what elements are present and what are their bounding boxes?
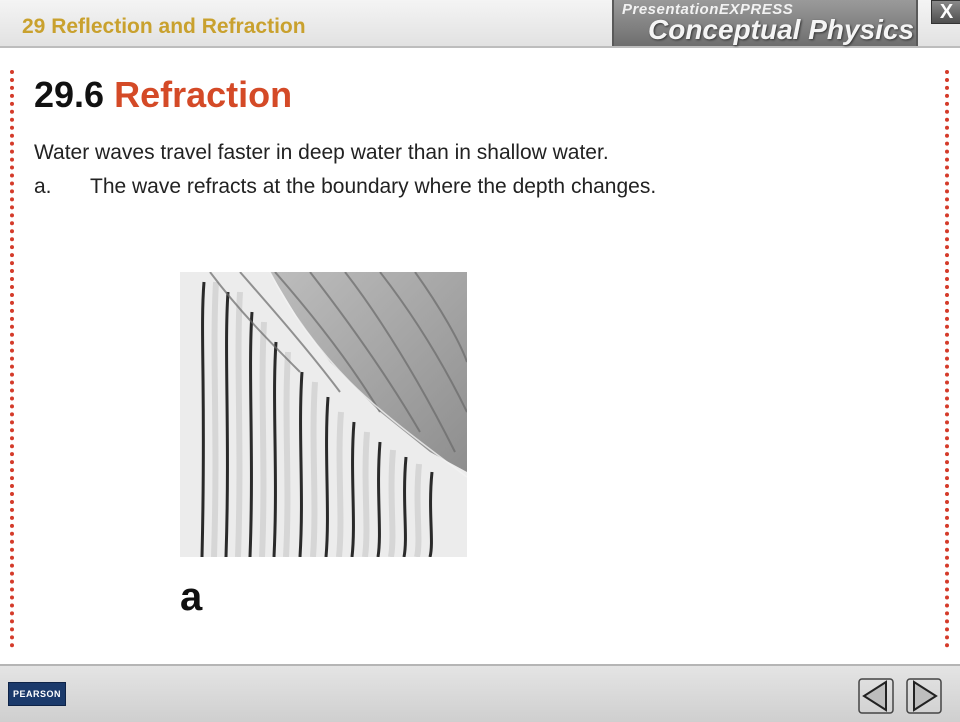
- brand-banner: [612, 0, 918, 46]
- list-text: The wave refracts at the boundary where the depth changes.: [90, 175, 657, 198]
- brand-bottom-text: Conceptual Physics: [648, 14, 915, 45]
- right-dotted-border: [945, 70, 949, 648]
- list-marker: a.: [34, 175, 52, 198]
- left-triangle-icon: [858, 678, 894, 714]
- previous-slide-button[interactable]: [858, 678, 894, 714]
- section-title: [34, 74, 292, 116]
- slide-body: [34, 136, 914, 204]
- close-button[interactable]: X: [931, 0, 960, 24]
- section-number: 29.6: [34, 74, 105, 115]
- section-name: Refraction: [114, 74, 293, 115]
- figure-label: a: [180, 575, 203, 619]
- right-triangle-icon: [906, 678, 942, 714]
- intro-text: Water waves travel faster in deep water than in shallow water.: [34, 141, 609, 164]
- list-item: [34, 170, 914, 204]
- chapter-title: 29 Reflection and Refraction: [22, 15, 306, 38]
- header-bar: [0, 0, 960, 48]
- brand-top-text: PresentationEXPRESS: [622, 1, 794, 18]
- footer-bar: [0, 664, 960, 722]
- left-dotted-border: [10, 70, 14, 648]
- next-slide-button[interactable]: [906, 678, 942, 714]
- wave-refraction-photo: [180, 272, 467, 557]
- pearson-logo: PEARSON: [8, 682, 66, 706]
